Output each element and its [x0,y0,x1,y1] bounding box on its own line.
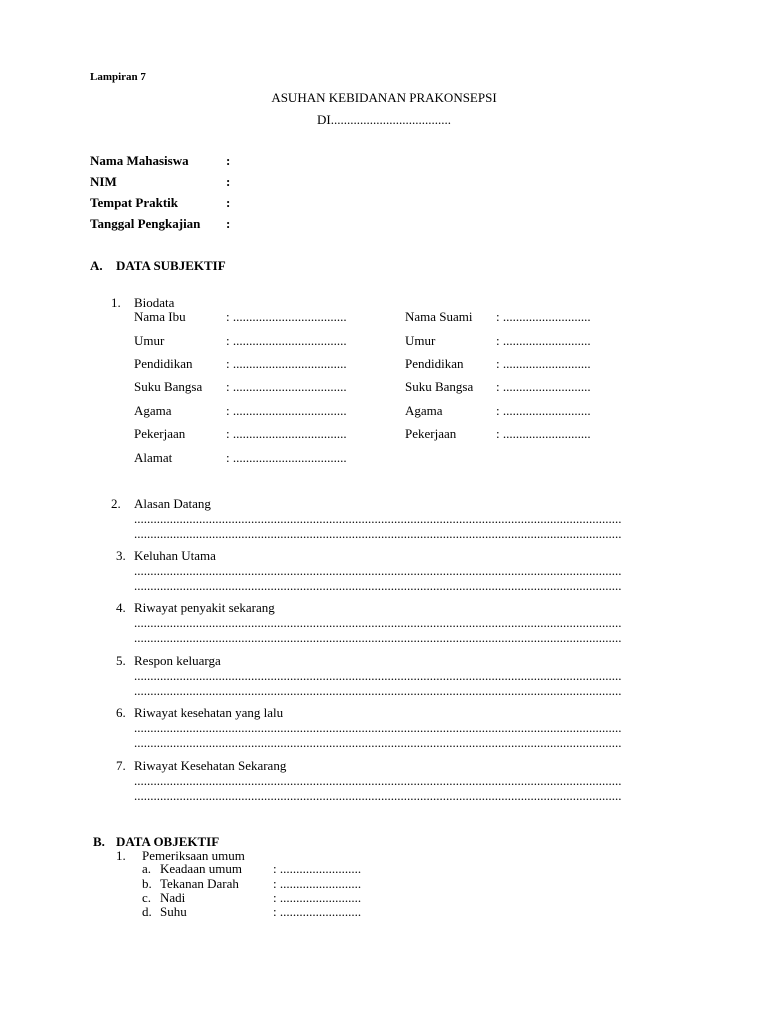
lampiran-label: Lampiran 7 [90,71,146,83]
item-number: 5. [116,653,126,668]
dotted-line: ...................................................................................................................................................... [134,789,622,802]
biodata-value: : ................................... [226,450,347,465]
identity-sep: : [226,195,231,210]
list-value: : ......................... [273,861,362,876]
dotted-line: ...................................................................................................................................................... [134,684,622,697]
item-number: 3. [116,548,126,563]
item-title: Keluhan Utama [134,548,216,563]
biodata-label: Pekerjaan [405,426,457,441]
list-value: : ......................... [273,876,362,891]
biodata-label: Suku Bangsa [134,379,203,394]
identity-label: Nama Mahasiswa [90,153,189,168]
biodata-value: : ........................... [496,333,591,348]
identity-label: NIM [90,174,117,189]
dotted-line: ...................................................................................................................................................... [134,527,622,540]
section-b-heading: DATA OBJEKTIF [116,834,220,849]
item-number: 7. [116,758,126,773]
biodata-value: : ........................... [496,403,591,418]
item-number: 4. [116,600,126,615]
identity-sep: : [226,174,231,189]
biodata-value: : ................................... [226,403,347,418]
list-label: Keadaan umum [160,861,242,876]
dotted-line: ...................................................................................................................................................... [134,774,622,787]
biodata-label: Umur [134,333,165,348]
dotted-line: ...................................................................................................................................................... [134,512,622,525]
identity-sep: : [226,153,231,168]
item-number: 2. [111,496,121,511]
pemeriksaan-number: 1. [116,848,126,863]
identity-label: Tempat Praktik [90,195,178,210]
identity-sep: : [226,216,231,231]
biodata-label: Suku Bangsa [405,379,474,394]
biodata-value: : ........................... [496,426,591,441]
biodata-number: 1. [111,295,121,310]
biodata-label: Nama Suami [405,309,473,324]
biodata-label: Agama [134,403,172,418]
biodata-label: Nama Ibu [134,309,186,324]
item-title: Riwayat penyakit sekarang [134,600,275,615]
item-number: 6. [116,705,126,720]
list-label: Tekanan Darah [160,876,239,891]
list-letter: b. [142,876,152,891]
dotted-line: ...................................................................................................................................................... [134,631,622,644]
biodata-title: Biodata [134,295,175,310]
biodata-label: Pendidikan [134,356,193,371]
biodata-label: Pendidikan [405,356,464,371]
item-title: Alasan Datang [134,496,211,511]
biodata-value: : ................................... [226,309,347,324]
biodata-value: : ........................... [496,309,591,324]
list-value: : ......................... [273,904,362,919]
biodata-value: : ................................... [226,379,347,394]
biodata-value: : ................................... [226,356,347,371]
section-a-number: A. [90,258,103,273]
list-letter: c. [142,890,152,905]
dotted-line: ...................................................................................................................................................... [134,736,622,749]
biodata-label: Umur [405,333,436,348]
biodata-value: : ................................... [226,426,347,441]
list-label: Suhu [160,904,187,919]
document-subtitle: DI..................................... [317,112,451,127]
list-label: Nadi [160,890,186,905]
section-a-heading: DATA SUBJEKTIF [116,258,226,273]
dotted-line: ...................................................................................................................................................... [134,721,622,734]
list-value: : ......................... [273,890,362,905]
biodata-label: Alamat [134,450,173,465]
item-title: Respon keluarga [134,653,221,668]
document-title: ASUHAN KEBIDANAN PRAKONSEPSI [271,90,497,105]
dotted-line: ...................................................................................................................................................... [134,579,622,592]
biodata-label: Agama [405,403,443,418]
list-letter: d. [142,904,152,919]
item-title: Riwayat kesehatan yang lalu [134,705,284,720]
item-title: Riwayat Kesehatan Sekarang [134,758,287,773]
identity-label: Tanggal Pengkajian [90,216,201,231]
biodata-value: : ........................... [496,356,591,371]
section-b-number: B. [93,834,105,849]
biodata-value: : ........................... [496,379,591,394]
dotted-line: ...................................................................................................................................................... [134,669,622,682]
dotted-line: ...................................................................................................................................................... [134,616,622,629]
biodata-value: : ................................... [226,333,347,348]
biodata-label: Pekerjaan [134,426,186,441]
dotted-line: ...................................................................................................................................................... [134,564,622,577]
list-letter: a. [142,861,152,876]
pemeriksaan-title: Pemeriksaan umum [142,848,245,863]
